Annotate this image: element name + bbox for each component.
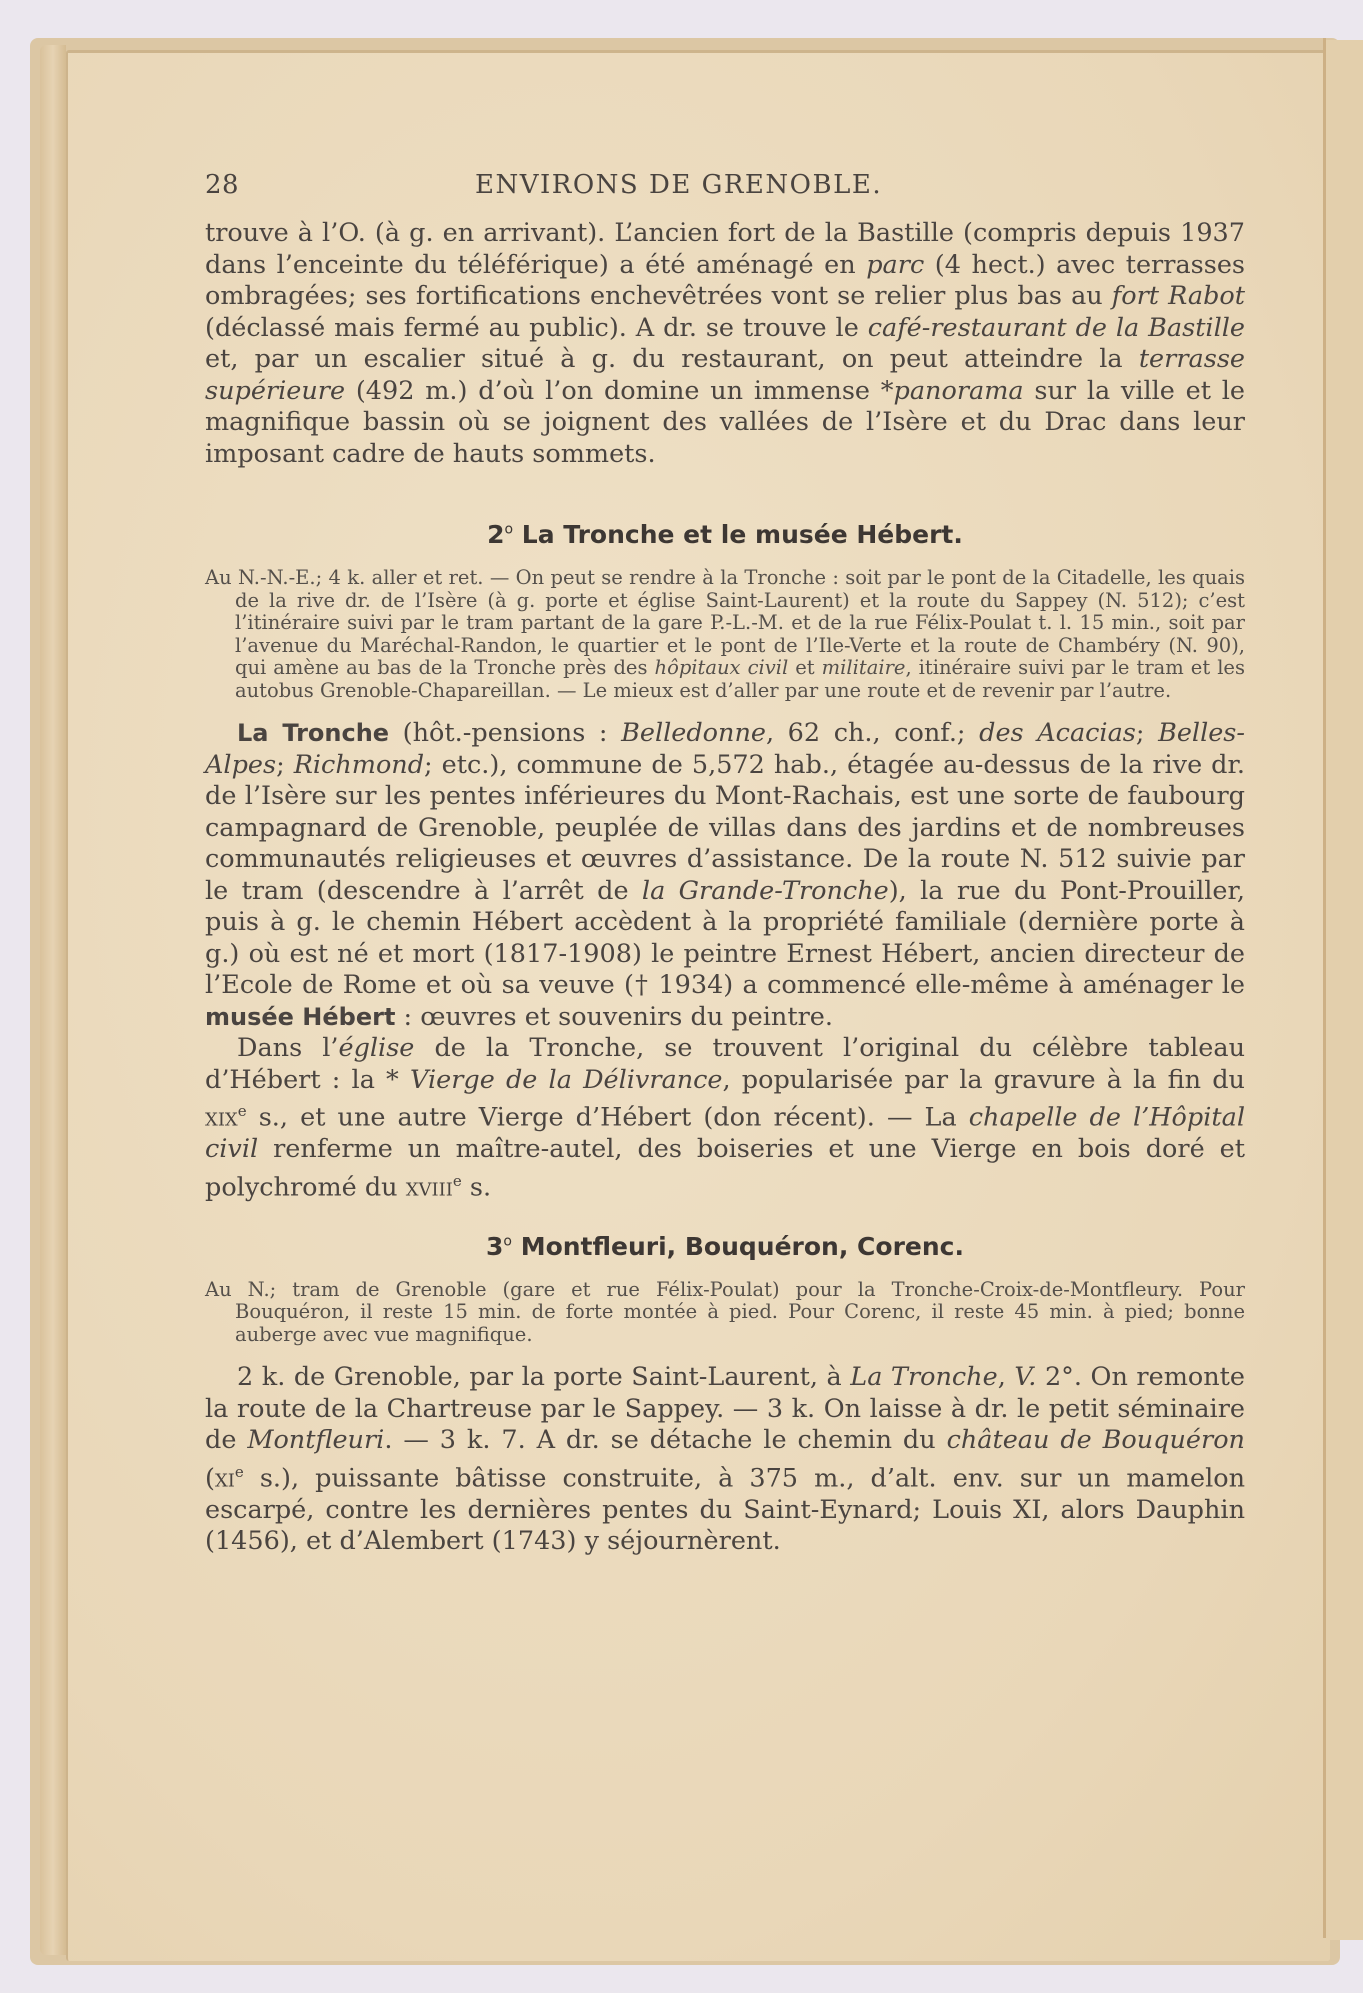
text: ; etc.), commune de 5,572 hab., étagée au-dessus de la rive dr. de l’Isère sur les pentes inférieures du Mont-Rachais, est une sorte de faubourg campagnard de Grenoble, peuplée de villas dans des jardins et de nombreuses communautés religieuses et œuvres d’assistance. De la route N. 512 suivie par le tram (descendre à l’arrêt de <box>205 749 1246 906</box>
text: : œuvres et souvenirs du peintre. <box>395 1001 833 1032</box>
text: 2°. On remonte la route de la Chartreuse par le Sappey. — 3 k. On laisse à dr. le petit séminaire de <box>205 1362 1245 1455</box>
text: (4 hect.) avec terrasses ombragées; ses fortifications enchevêtrées vont se relier plus bas au <box>205 249 1245 311</box>
text: , <box>997 1362 1015 1392</box>
italic-text: Belledonne <box>621 718 766 748</box>
montfleuri-paragraph <box>205 1362 1245 1558</box>
italic-text: chapelle de l’Hôpital civil <box>205 1102 1245 1164</box>
section-title: Montfleuri, Bouquéron, Corenc. <box>511 1231 964 1261</box>
degree-sign: o <box>504 521 514 538</box>
italic-text: église <box>338 1033 415 1063</box>
text: ; <box>1135 718 1159 748</box>
italic-text: La Tronche <box>850 1362 998 1392</box>
century-numeral: xix <box>205 1102 238 1133</box>
superscript: e <box>234 1462 244 1481</box>
text: , popularisée par la gravure à la fin du <box>722 1064 1245 1095</box>
text: renferme un maître-autel, des boiseries et une Vierge en bois doré et polychromé du <box>205 1134 1245 1202</box>
text: s., et une autre Vierge d’Hébert (don récent). — La <box>246 1102 969 1133</box>
italic-text: hôpitaux civil <box>654 656 789 679</box>
italic-text: Vierge de la Délivrance <box>409 1064 723 1095</box>
text: trouve à l’O. (à g. en arrivant). L’ancien fort de la Bastille (compris depuis 1937 dans l’enceinte du téléférique) a été aménagé en <box>205 218 1245 280</box>
text: . — 3 k. 7. A dr. se détache le chemin du <box>384 1425 947 1455</box>
bold-term: musée Hébert <box>205 1002 396 1031</box>
text: Dans l’ <box>237 1033 339 1063</box>
italic-text: fort Rabot <box>1111 281 1245 311</box>
century-numeral: xi <box>214 1463 235 1493</box>
italic-text: Richmond <box>293 749 425 780</box>
italic-text: Belles-Alpes <box>205 718 1246 780</box>
text: Au N.-N.-E.; 4 k. aller et ret. — On peut se rendre à la Tronche : soit par le pont de la Citadelle, les quais de la rive dr. de l’Isère (à g. porte et église Saint-Laurent) et la route du Sappey (N. 512); c’est l’itinéraire suivi par le tram partant de la gare P.-L.-M. et de la rue Félix-Poulat t. l. 15 min., soit par l’avenue du Maréchal-Randon, le quartier et le pont de l’Ile-Verte et la route de Chambéry (N. 90), qui amène au bas de la Tronche près des <box>205 566 1245 679</box>
degree-sign: o <box>503 1233 512 1250</box>
italic-text: Montfleuri <box>247 1425 385 1455</box>
italic-text: café-restaurant de la Bastille <box>867 312 1245 343</box>
text: et, par un escalier situé à g. du restaurant, on peut atteindre la <box>205 344 1139 374</box>
text: s. <box>461 1172 492 1202</box>
text: s.), puissante bâtisse construite, à 375 m., d’alt. env. sur un mamelon escarpé, contre les dernières pentes du Saint-Eynard; Louis XI, alors Dauphin (1456), et d’Alembert (1743) y séjournèrent. <box>205 1463 1245 1556</box>
section-title: La Tronche et le musée Hébert. <box>513 520 963 549</box>
italic-text: terrasse supérieure <box>205 344 1245 406</box>
next-page-edge <box>1326 40 1363 1940</box>
section-2-heading <box>205 520 1245 549</box>
superscript: e <box>237 1102 247 1120</box>
section-3-route-note: Au N.; tram de Grenoble (gare et rue Félix-Poulat) pour la Tronche-Croix-de-Montfleury. Pour Bouquéron, il reste 15 min. de forte montée à pied. Pour Corenc, il reste 45 min. à pied; bonne auberge avec vue magnifique. <box>205 1277 1245 1346</box>
italic-text: château de Bouquéron <box>946 1425 1245 1455</box>
text: ; <box>276 749 294 780</box>
eglise-paragraph <box>205 1033 1245 1204</box>
text: ), la rue du Pont-Prouiller, puis à g. le chemin Hébert accèdent à la propriété familiale (dernière porte à g.) où est né et mort (1817-1908) le peintre Ernest Hébert, ancien directeur de l’Ecole de Rome et où sa veuve († 1934) a commencé elle-même à aménager le <box>205 875 1245 1000</box>
text: de la Tronche, se trouvent l’original du célèbre tableau d’Hébert : la * <box>205 1033 1245 1095</box>
text: et <box>788 656 822 679</box>
page-edges <box>40 45 66 1955</box>
section-number: 2 <box>487 520 505 549</box>
intro-paragraph <box>205 218 1245 470</box>
la-tronche-paragraph <box>205 718 1245 1033</box>
century-numeral: xviii <box>405 1172 453 1202</box>
italic-text: panorama <box>893 375 1024 406</box>
section-number: 3 <box>486 1231 504 1261</box>
text: (hôt.-pensions : <box>389 718 622 748</box>
page-content <box>205 170 1245 1558</box>
text: 2 k. de Grenoble, par la porte Saint-Laurent, à <box>237 1362 851 1392</box>
page-number: 28 <box>205 170 240 200</box>
section-2-route-note <box>205 567 1245 702</box>
text: (déclassé mais fermé au public). A dr. se trouve le <box>205 312 868 343</box>
italic-text: la Grande-Tronche <box>641 875 889 906</box>
text: , itinéraire suivi par le tram et les autobus Grenoble-Chapareillan. — Le mieux est d’aller par une route et de revenir par l’autre. <box>235 656 1245 702</box>
italic-text: militaire <box>821 656 906 679</box>
running-title: ENVIRONS DE GRENOBLE. <box>475 170 883 200</box>
bold-term: La Tronche <box>237 719 390 747</box>
italic-text: parc <box>866 249 925 280</box>
italic-text: des Acacias <box>979 718 1136 748</box>
text: , 62 ch., conf.; <box>765 718 980 748</box>
text: ( <box>205 1463 215 1493</box>
text: (492 m.) d’où l’on domine un immense * <box>345 375 894 406</box>
italic-text: V. <box>1014 1362 1037 1392</box>
section-3-heading <box>205 1232 1245 1261</box>
running-head <box>205 170 1245 210</box>
text: sur la ville et le magnifique bassin où se joignent des vallées de l’Isère et du Drac dans leur imposant cadre de hauts sommets. <box>205 375 1245 469</box>
superscript: e <box>452 1171 462 1190</box>
